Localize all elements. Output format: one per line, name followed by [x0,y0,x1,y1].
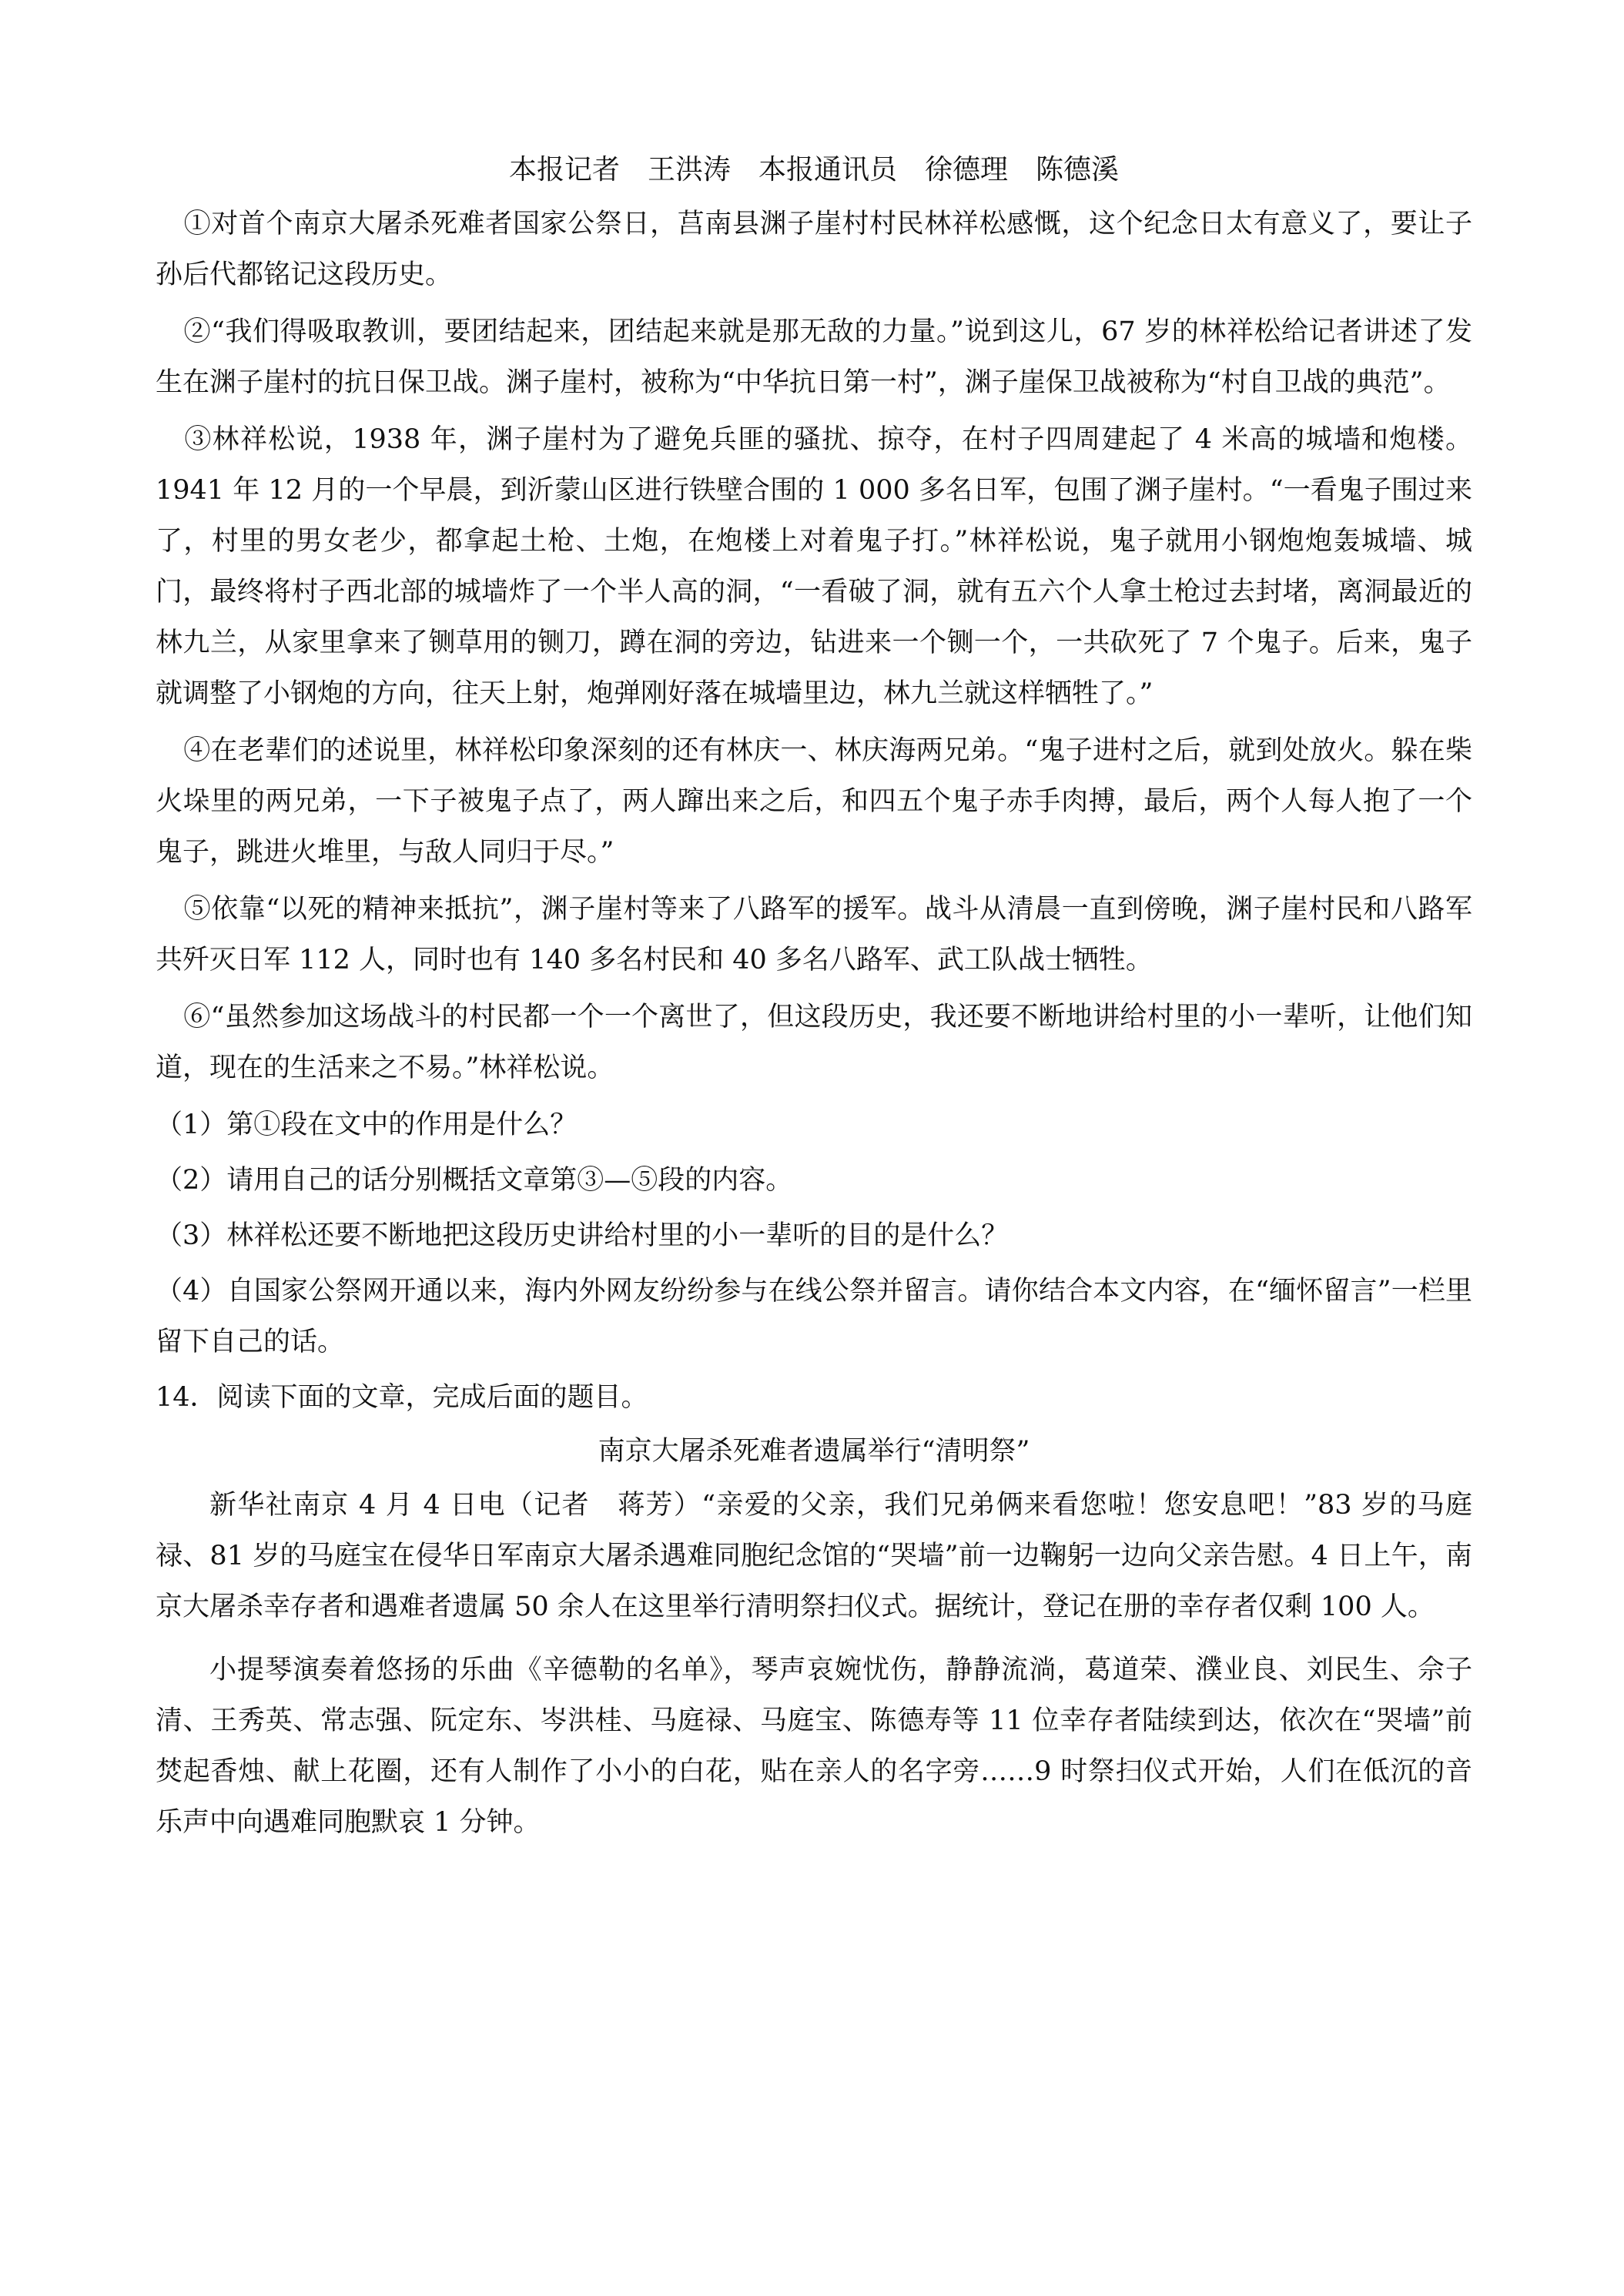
question-3: （3）林祥松还要不断地把这段历史讲给村里的小一辈听的目的是什么？ [156,1220,1009,1251]
paragraph-text: ①对首个南京大屠杀死难者国家公祭日，莒南县渊子崖村村民林祥松感慨，这个纪念日太有意义了，要让子孙后代都铭记这段历史。 [156,209,1472,290]
paragraph-text: ②“我们得吸取教训，要团结起来，团结起来就是那无敌的力量。”说到这儿，67 岁的林祥松给记者讲述了发生在渊子崖村的抗日保卫战。渊子崖村，被称为“中华抗日第一村”，渊子崖保卫战被称为“村自卫战的典范”。 [156,316,1472,398]
paragraph-text: ⑤依靠“以死的精神来抵抗”，渊子崖村等来了八路军的援军。战斗从清晨一直到傍晚，渊子崖村民和八路军共歼灭日军 112 人，同时也有 140 多名村民和 40 多名八路军、武工队战士牺牲。 [156,894,1472,976]
paragraph-6 [156,992,1472,1093]
article-paragraph-1: 新华社南京 4 月 4 日电（记者 蒋芳）“亲爱的父亲，我们兄弟俩来看您啦！您安息吧！”83 岁的马庭禄、81 岁的马庭宝在侵华日军南京大屠杀遇难同胞纪念馆的“哭墙”前一边鞠躬一边向父亲告慰。4 日上午，南京大屠杀幸存者和遇难者遗属 50 余人在这里举行清明祭扫仪式。据统计，登记在册的幸存者仅剩 100 人。 [156,1490,1472,1622]
question-1: （1）第①段在文中的作用是什么？ [156,1110,578,1140]
article-paragraph-2: 小提琴演奏着悠扬的乐曲《辛德勒的名单》，琴声哀婉忧伤，静静流淌，葛道荣、濮业良、刘民生、佘子清、王秀英、常志强、阮定东、岑洪桂、马庭禄、马庭宝、陈德寿等 11 位幸存者陆续到达，依次在“哭墙”前焚起香烛、献上花圈，还有人制作了小小的白花，贴在亲人的名字旁……9 时祭扫仪式开始，人们在低沉的音乐声中向遇难同胞默哀 1 分钟。 [156,1655,1472,1838]
paragraph-2 [156,306,1472,408]
paragraph-4 [156,725,1472,878]
paragraph-5 [156,884,1472,986]
paragraph-text: ③林祥松说，1938 年，渊子崖村为了避免兵匪的骚扰、掠夺，在村子四周建起了 4 米高的城墙和炮楼。1941 年 12 月的一个早晨，到沂蒙山区进行铁壁合围的 1 000 多名日军，包围了渊子崖村。“一看鬼子围过来了，村里的男女老少，都拿起土枪、土炮，在炮楼上对着鬼子打。”林祥松说，鬼子就用小钢炮炮轰城墙、城门，最终将村子西北部的城墙炸了一个半人高的洞，“一看破了洞，就有五六个人拿土枪过去封堵，离洞最近的林九兰，从家里拿来了铡草用的铡刀，蹲在洞的旁边，钻进来一个铡一个，一共砍死了 7 个鬼子。后来，鬼子就调整了小钢炮的方向，往天上射，炮弹刚好落在城墙里边，林九兰就这样牺牲了。” [156,424,1472,709]
question-4: （4）自国家公祭网开通以来，海内外网友纷纷参与在线公祭并留言。请你结合本文内容，在“缅怀留言”一栏里留下自己的话。 [156,1276,1472,1357]
byline: 本报记者 王洪涛 本报通讯员 徐德理 陈德溪 [508,154,1119,186]
article-title: 南京大屠杀死难者遗属举行“清明祭” [598,1436,1030,1467]
paragraph-3 [156,414,1472,719]
section-14-heading: 14．阅读下面的文章，完成后面的题目。 [156,1382,648,1413]
paragraph-text: ⑥“虽然参加这场战斗的村民都一个一个离世了，但这段历史，我还要不断地讲给村里的小一辈听，让他们知道，现在的生活来之不易。”林祥松说。 [156,1002,1472,1083]
paragraph-1 [156,199,1472,300]
document-content [156,145,1472,1860]
paragraph-text: ④在老辈们的述说里，林祥松印象深刻的还有林庆一、林庆海两兄弟。“鬼子进村之后，就到处放火。躲在柴火垛里的两兄弟，一下子被鬼子点了，两人蹿出来之后，和四五个鬼子赤手肉搏，最后，两个人每人抱了一个鬼子，跳进火堆里，与敌人同归于尽。” [156,735,1472,868]
question-2: （2）请用自己的话分别概括文章第③—⑤段的内容。 [156,1165,793,1196]
